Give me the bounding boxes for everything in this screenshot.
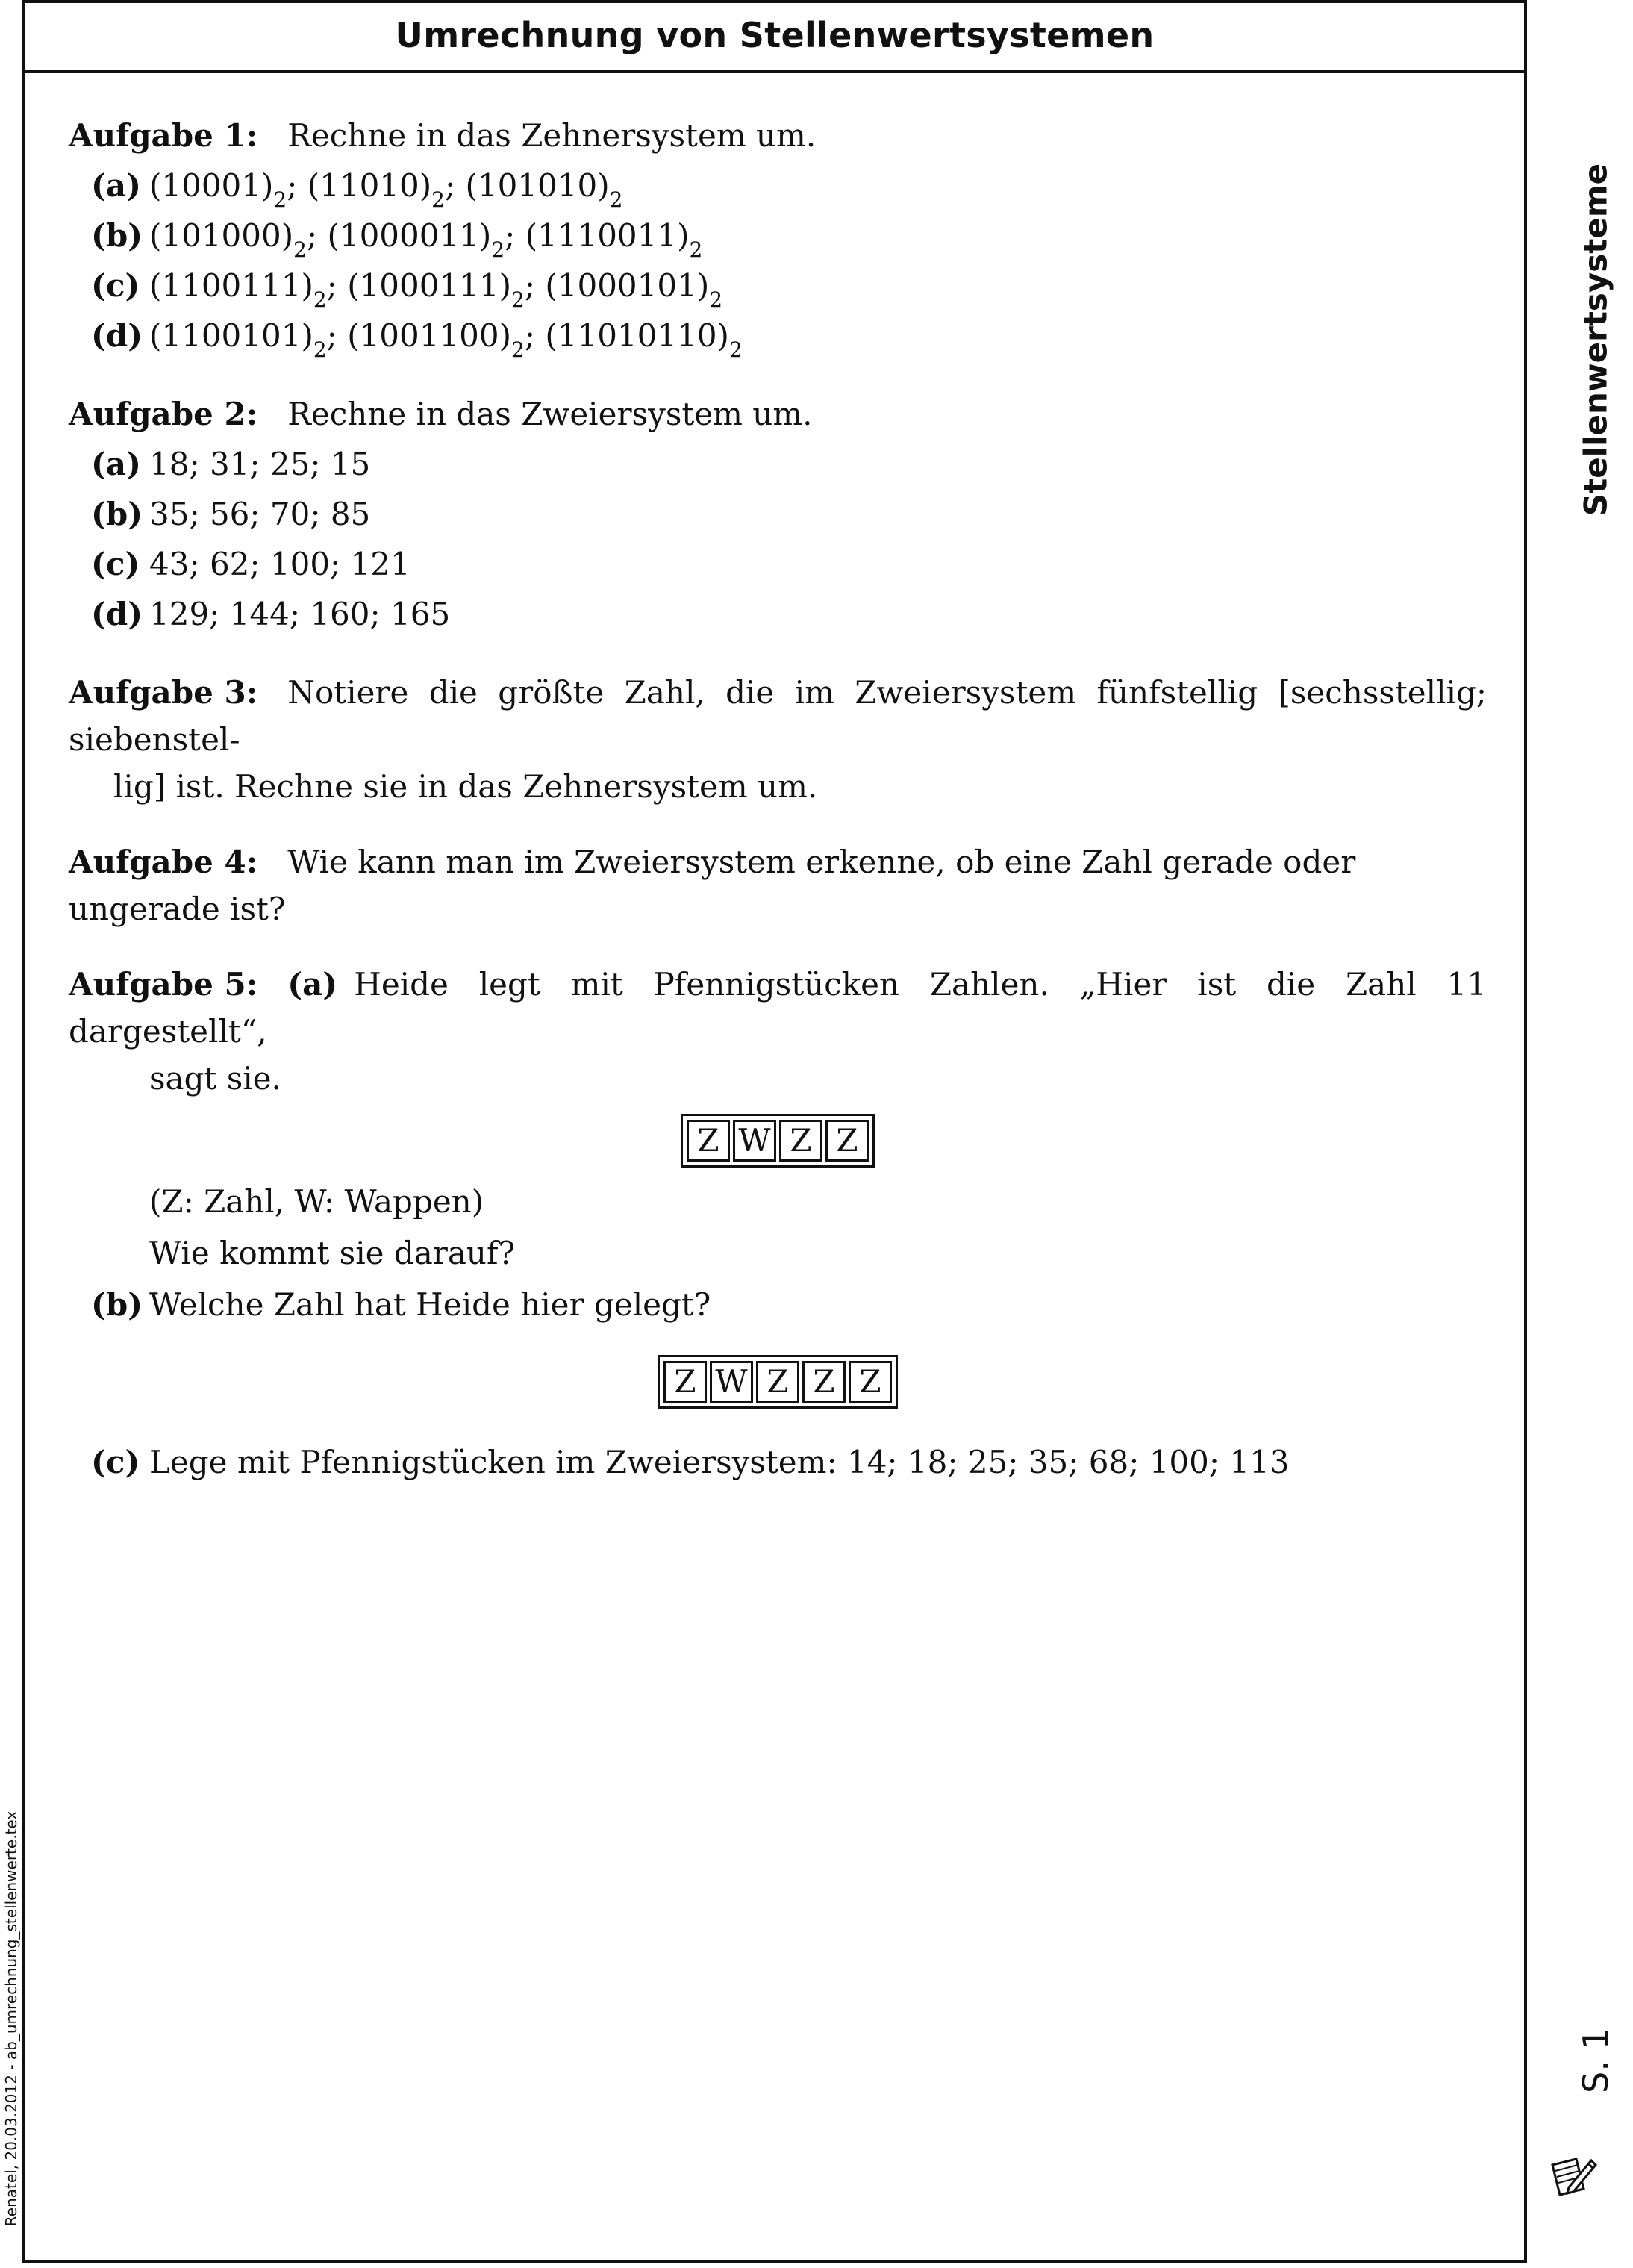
subtask-b-text: Welche Zahl hat Heide hier gelegt? <box>149 1286 711 1323</box>
base-subscript: 2 <box>293 237 307 262</box>
page-number <box>1558 2016 1633 2105</box>
task-text-line2: lig] ist. Rechne sie in das Zehnersystem um. <box>113 768 818 805</box>
base-subscript: 2 <box>313 287 327 312</box>
pencil-paper-icon <box>1546 2150 1599 2202</box>
subtask-label: (a) <box>91 446 141 482</box>
subtask-text: 35; 56; 70; 85 <box>149 496 371 532</box>
coin: Z <box>756 1361 799 1403</box>
subtask <box>91 212 1487 262</box>
legend-text: (Z: Zahl, W: Wappen) <box>149 1183 484 1220</box>
task-text: Wie kann man im Zweiersystem erkenne, ob eine Zahl gerade oder ungerade ist? <box>69 844 1356 927</box>
binary-number-list: $(10001)_2$; $(11010)_2$; $(101010)_2$ <box>149 167 623 212</box>
subtask <box>91 591 1487 638</box>
task-3 <box>69 669 1487 810</box>
base-subscript: 2 <box>709 287 723 312</box>
subtask-text: 129; 144; 160; 165 <box>149 596 451 632</box>
subtask-label: (a) <box>91 167 141 204</box>
subtask-label: (d) <box>91 596 143 632</box>
binary-number: 11010 <box>319 167 419 204</box>
base-subscript: 2 <box>431 187 445 212</box>
subtask-a-line2: sagt sie. <box>149 1060 281 1097</box>
subtask-label: (b) <box>91 217 143 254</box>
subtask-c-text: Lege mit Pfennigstücken im Zweiersystem: 14; 18; 25; 35; 68; 100; 113 <box>149 1444 1290 1480</box>
subtask <box>91 312 1487 362</box>
task-label: Aufgabe 3: <box>69 674 258 711</box>
footer-note-text: Renatel, 20.03.2012 - ab_umrechnung_stellenwerte.tex <box>2 1810 20 2227</box>
page-number-text: S. 1 <box>1576 2028 1616 2093</box>
binary-number: 10001 <box>161 167 261 204</box>
question-text: Wie kommt sie darauf? <box>149 1235 516 1271</box>
base-subscript: 2 <box>689 237 703 262</box>
base-subscript: 2 <box>313 337 327 362</box>
base-subscript: 2 <box>273 187 287 212</box>
subtask-text: 18; 31; 25; 15 <box>149 446 371 482</box>
binary-number: 101010 <box>477 167 598 204</box>
coin-row-b <box>69 1355 1487 1409</box>
binary-number: 1000101 <box>557 267 697 304</box>
coin: W <box>733 1120 776 1162</box>
subtask <box>91 490 1487 538</box>
binary-number: 101000 <box>161 217 281 254</box>
title-bar <box>22 0 1527 73</box>
subtask-label: (b) <box>91 496 143 532</box>
coin: Z <box>849 1361 892 1403</box>
subtask <box>91 540 1487 588</box>
binary-number-list: $(101000)_2$; $(1000011)_2$; $(1110011)_2$ <box>149 217 703 262</box>
subtask-c <box>91 1439 1487 1486</box>
task-label: Aufgabe 5: <box>69 966 258 1003</box>
coin-group-a <box>681 1114 875 1168</box>
task-text-line1: Notiere die größte Zahl, die im Zweiersystem fünfstellig [sechsstellig; siebenstel- <box>69 674 1487 758</box>
task-text: Rechne in das Zehnersystem um. <box>287 117 816 154</box>
task-1 <box>69 112 1487 362</box>
base-subscript: 2 <box>511 337 525 362</box>
coin: Z <box>802 1361 846 1403</box>
base-subscript: 2 <box>511 287 525 312</box>
task-5 <box>69 961 1487 1486</box>
binary-number: 1100101 <box>161 317 302 354</box>
coin-row-a <box>69 1114 1487 1168</box>
binary-number-list: $(1100111)_2$; $(1000111)_2$; $(1000101)_2$ <box>149 267 723 312</box>
subtask-label: (c) <box>91 1444 140 1480</box>
coin: Z <box>687 1120 730 1162</box>
task-label: Aufgabe 2: <box>69 396 258 432</box>
task-label: Aufgabe 4: <box>69 844 258 880</box>
subtask <box>91 440 1487 487</box>
subtask-label: (a) <box>287 966 338 1003</box>
base-subscript: 2 <box>728 337 743 362</box>
task-2 <box>69 390 1487 638</box>
binary-number: 1100111 <box>161 267 302 304</box>
subtask <box>91 162 1487 212</box>
coin-group-b <box>658 1355 898 1409</box>
binary-number: 1001100 <box>359 317 499 354</box>
subtask-text: 43; 62; 100; 121 <box>149 546 410 582</box>
task-text: Rechne in das Zweiersystem um. <box>287 396 813 432</box>
worksheet-content <box>69 112 1487 1489</box>
subtask-label: (c) <box>91 546 140 582</box>
base-subscript: 2 <box>609 187 623 212</box>
subtask-label: (b) <box>91 1286 143 1323</box>
binary-number: 1000011 <box>339 217 479 254</box>
coin: W <box>710 1361 753 1403</box>
subtask-label: (c) <box>91 267 140 304</box>
binary-number: 1110011 <box>537 217 678 254</box>
base-subscript: 2 <box>491 237 505 262</box>
task-label: Aufgabe 1: <box>69 117 258 154</box>
binary-number: 1000111 <box>359 267 499 304</box>
task-4 <box>69 838 1487 932</box>
subtask <box>91 262 1487 312</box>
binary-number: 11010110 <box>557 317 717 354</box>
side-title-text: Stellenwertsysteme <box>1577 163 1614 517</box>
footer-note <box>0 1769 22 2268</box>
page-title: Umrechnung von Stellenwertsystemen <box>395 15 1155 55</box>
subtask-b <box>91 1281 1487 1328</box>
subtask-label: (d) <box>91 317 143 354</box>
binary-number-list: $(1100101)_2$; $(1001100)_2$; $(11010110)_2$ <box>149 317 743 362</box>
side-title <box>1558 163 1633 517</box>
coin: Z <box>663 1361 707 1403</box>
subtask-a-line1: Heide legt mit Pfennigstücken Zahlen. „Hier ist die Zahl 11 dargestellt“, <box>69 966 1487 1050</box>
coin: Z <box>779 1120 822 1162</box>
coin: Z <box>825 1120 869 1162</box>
